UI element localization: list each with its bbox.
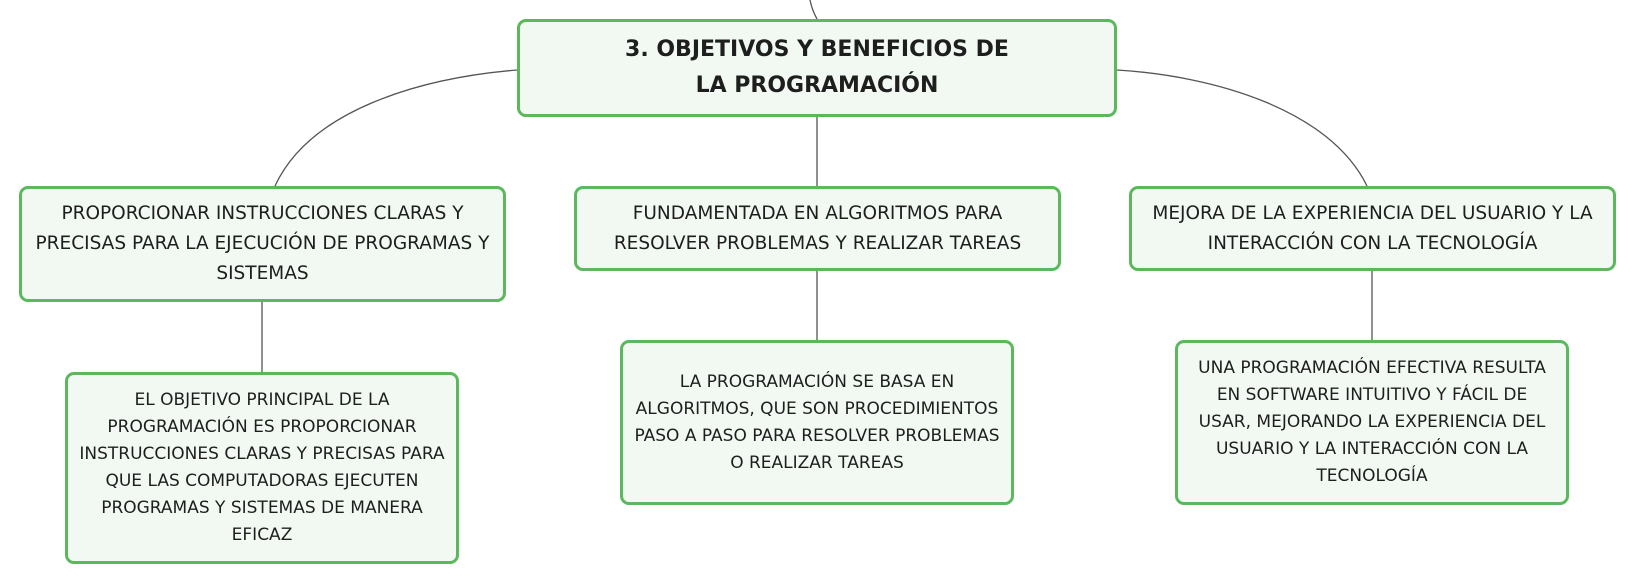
branch-topic-label: MEJORA DE LA EXPERIENCIA DEL USUARIO Y LA INTERACCIÓN CON LA TECNOLOGÍA <box>1152 202 1593 254</box>
connector-root-to-branch-3 <box>1117 70 1367 186</box>
branch-topic-user-experience[interactable] <box>1129 186 1616 271</box>
detail-topic-algorithms[interactable] <box>620 340 1014 505</box>
connector-parent-to-root <box>810 0 817 19</box>
connector-root-to-branch-1 <box>275 70 517 186</box>
branch-topic-label: PROPORCIONAR INSTRUCCIONES CLARAS Y PRECISAS PARA LA EJECUCIÓN DE PROGRAMAS Y SISTEMAS <box>35 203 490 284</box>
root-topic-label: 3. OBJETIVOS Y BENEFICIOS DE LA PROGRAMACIÓN <box>625 37 1009 98</box>
detail-topic-instructions[interactable] <box>65 372 459 564</box>
detail-topic-label: UNA PROGRAMACIÓN EFECTIVA RESULTA EN SOFTWARE INTUITIVO Y FÁCIL DE USAR, MEJORANDO LA EXPERIENCIA DEL USUARIO Y LA INTERACCIÓN CON LA TECNOLOGÍA <box>1198 358 1546 486</box>
root-topic[interactable] <box>517 19 1117 117</box>
branch-topic-instructions[interactable] <box>19 186 506 302</box>
detail-topic-label: LA PROGRAMACIÓN SE BASA EN ALGORITMOS, QUE SON PROCEDIMIENTOS PASO A PASO PARA RESOLVER PROBLEMAS O REALIZAR TAREAS <box>634 371 1000 473</box>
detail-topic-label: EL OBJETIVO PRINCIPAL DE LA PROGRAMACIÓN ES PROPORCIONAR INSTRUCCIONES CLARAS Y PRECISAS PARA QUE LAS COMPUTADORAS EJECUTEN PROGRAMAS Y SISTEMAS DE MANERA EFICAZ <box>79 390 445 545</box>
branch-topic-label: FUNDAMENTADA EN ALGORITMOS PARA RESOLVER PROBLEMAS Y REALIZAR TAREAS <box>613 202 1022 254</box>
detail-topic-user-experience[interactable] <box>1175 340 1569 505</box>
branch-topic-algorithms[interactable] <box>574 186 1061 271</box>
